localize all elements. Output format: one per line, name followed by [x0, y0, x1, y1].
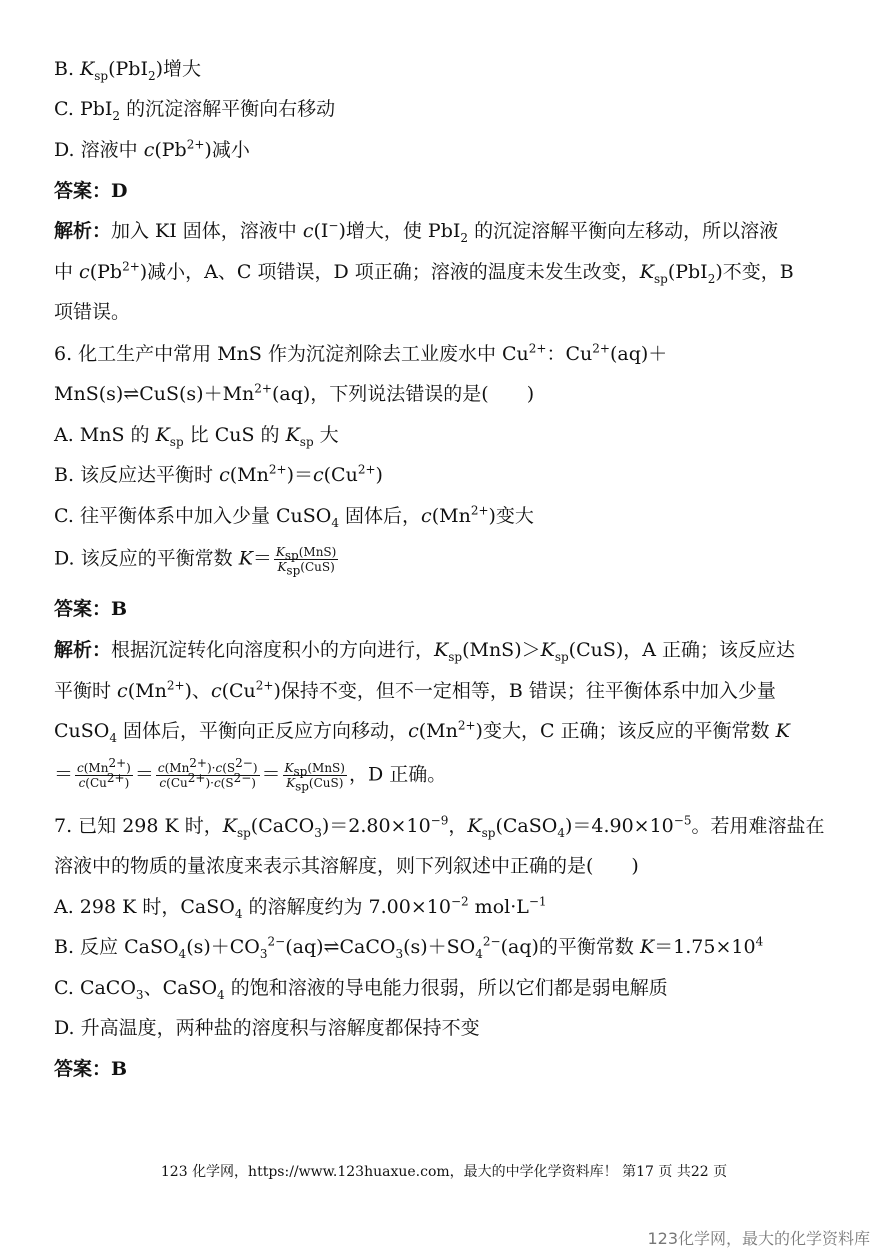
q6-answer: 答案：B — [54, 598, 128, 620]
q5-option-d: D. 溶液中 $c(Pb^{2+})$减小 — [54, 137, 250, 161]
fraction: $\frac{K_{sp}(MnS)}{K_{sp}(CuS)}$ — [284, 761, 345, 794]
q6-analysis-line-2: 平衡时 $c(Mn^{2+})$、$c(Cu^{2+})$保持不变，但不一定相等，B 错误；往平衡体系中加入少量 — [54, 678, 776, 702]
q5-answer: 答案：D — [54, 180, 128, 202]
page-footer: 123 化学网，https://www.123huaxue.com，最大的中学化学资料库！ 第17 页 共22 页 — [160, 1164, 728, 1180]
watermark: 123化学网，最大的化学资料库 — [647, 1229, 870, 1248]
fraction: $\frac{c(Mn^{2+})}{c(Cu^{2+})}$ — [77, 756, 131, 790]
fraction: $\frac{K_{sp}(MnS)}{K_{sp}(CuS)}$ — [275, 545, 337, 578]
q5-option-c: C. PbI$_2$ 的沉淀溶解平衡向右移动 — [54, 98, 336, 123]
q6-option-d: D. 该反应的平衡常数 K＝ $\frac{K_{sp}(MnS)}{K_{sp}(CuS)}$ — [54, 545, 337, 578]
q7-option-c: C. CaCO$_3$、CaSO$_4$ 的饱和溶液的导电能力很弱，所以它们都是弱电解质 — [54, 977, 668, 1002]
q5-analysis-line-2: 中 $c(Pb^{2+})$减小，A、C 项错误，D 项正确；溶液的温度未发生改变，$K_{sp}(PbI_2)$不变，B — [54, 259, 794, 286]
q7-option-d: D. 升高温度，两种盐的溶度积与溶解度都保持不变 — [54, 1017, 480, 1039]
q7-stem-line-1: 7. 已知 298 K 时，$K_{sp}(CaCO_3)=2.80\times 10^{-9}$，$K_{sp}(CaSO_4)=4.90\times 10^{-5}$。若用难溶盐在 — [54, 813, 825, 840]
q5-analysis-line-3: 项错误。 — [54, 301, 131, 323]
q6-stem-line-2: $MnS(s)\rightleftharpoons CuS(s)+Mn^{2+}(aq)$，下列说法错误的是( ) — [54, 381, 535, 405]
q5-option-b: B. $K_{sp}(PbI_2)$增大 — [54, 58, 202, 83]
q6-analysis-line-4: ＝ $\frac{c(Mn^{2+})}{c(Cu^{2+})}$ ＝ $\frac{c(Mn^{2+})\cdot c(S^{2-})}{c(Cu^{2+})\cdot c(S^{2-})}$ ＝ $\frac{K_{sp}(MnS)}{K_{sp}(CuS)}$ ，D 正确。 — [54, 756, 447, 794]
q6-option-b: B. 该反应达平衡时 $c(Mn^{2+})=c(Cu^{2+})$ — [54, 462, 383, 486]
q7-stem-line-2: 溶液中的物质的量浓度来表示其溶解度，则下列叙述中正确的是( ) — [54, 855, 639, 877]
q6-option-c: C. 往平衡体系中加入少量 CuSO$_4$ 固体后，$c(Mn^{2+})$变大 — [54, 503, 534, 530]
q6-analysis-line-1: 解析：根据沉淀转化向溶度积小的方向进行，$K_{sp}(MnS)>K_{sp}(CuS)$，A 正确；该反应达 — [54, 639, 796, 664]
q7-answer: 答案：B — [54, 1058, 128, 1080]
q7-option-a: A. 298 K 时，CaSO$_4$ 的溶解度约为 $7.00\times 10^{-2}$ $mol\cdot L^{-1}$ — [54, 894, 547, 921]
q5-analysis-line-1: 解析：加入 KI 固体，溶液中 c(I−)增大，使 PbI$_2$ 的沉淀溶解平衡向左移动，所以溶液 — [54, 218, 779, 245]
q6-option-a: A. MnS 的 $K_{sp}$ 比 CuS 的 $K_{sp}$ 大 — [54, 424, 339, 449]
q7-option-b: B. 反应 $CaSO_4(s)+CO_3^{2-}(aq)\rightleftharpoons CaCO_3(s)+SO_4^{2-}(aq)$的平衡常数 $K=1.75\times 10^4$ — [54, 934, 764, 961]
fraction: $\frac{c(Mn^{2+})\cdot c(S^{2-})}{c(Cu^{2+})\cdot c(S^{2-})}$ — [157, 756, 258, 790]
q6-analysis-line-3: CuSO$_4$ 固体后，平衡向正反应方向移动，$c(Mn^{2+})$变大，C 正确；该反应的平衡常数 K — [54, 718, 790, 745]
q6-stem-line-1: 6. 化工生产中常用 MnS 作为沉淀剂除去工业废水中 $Cu^{2+}$：$Cu^{2+}(aq)+$ — [54, 341, 668, 365]
